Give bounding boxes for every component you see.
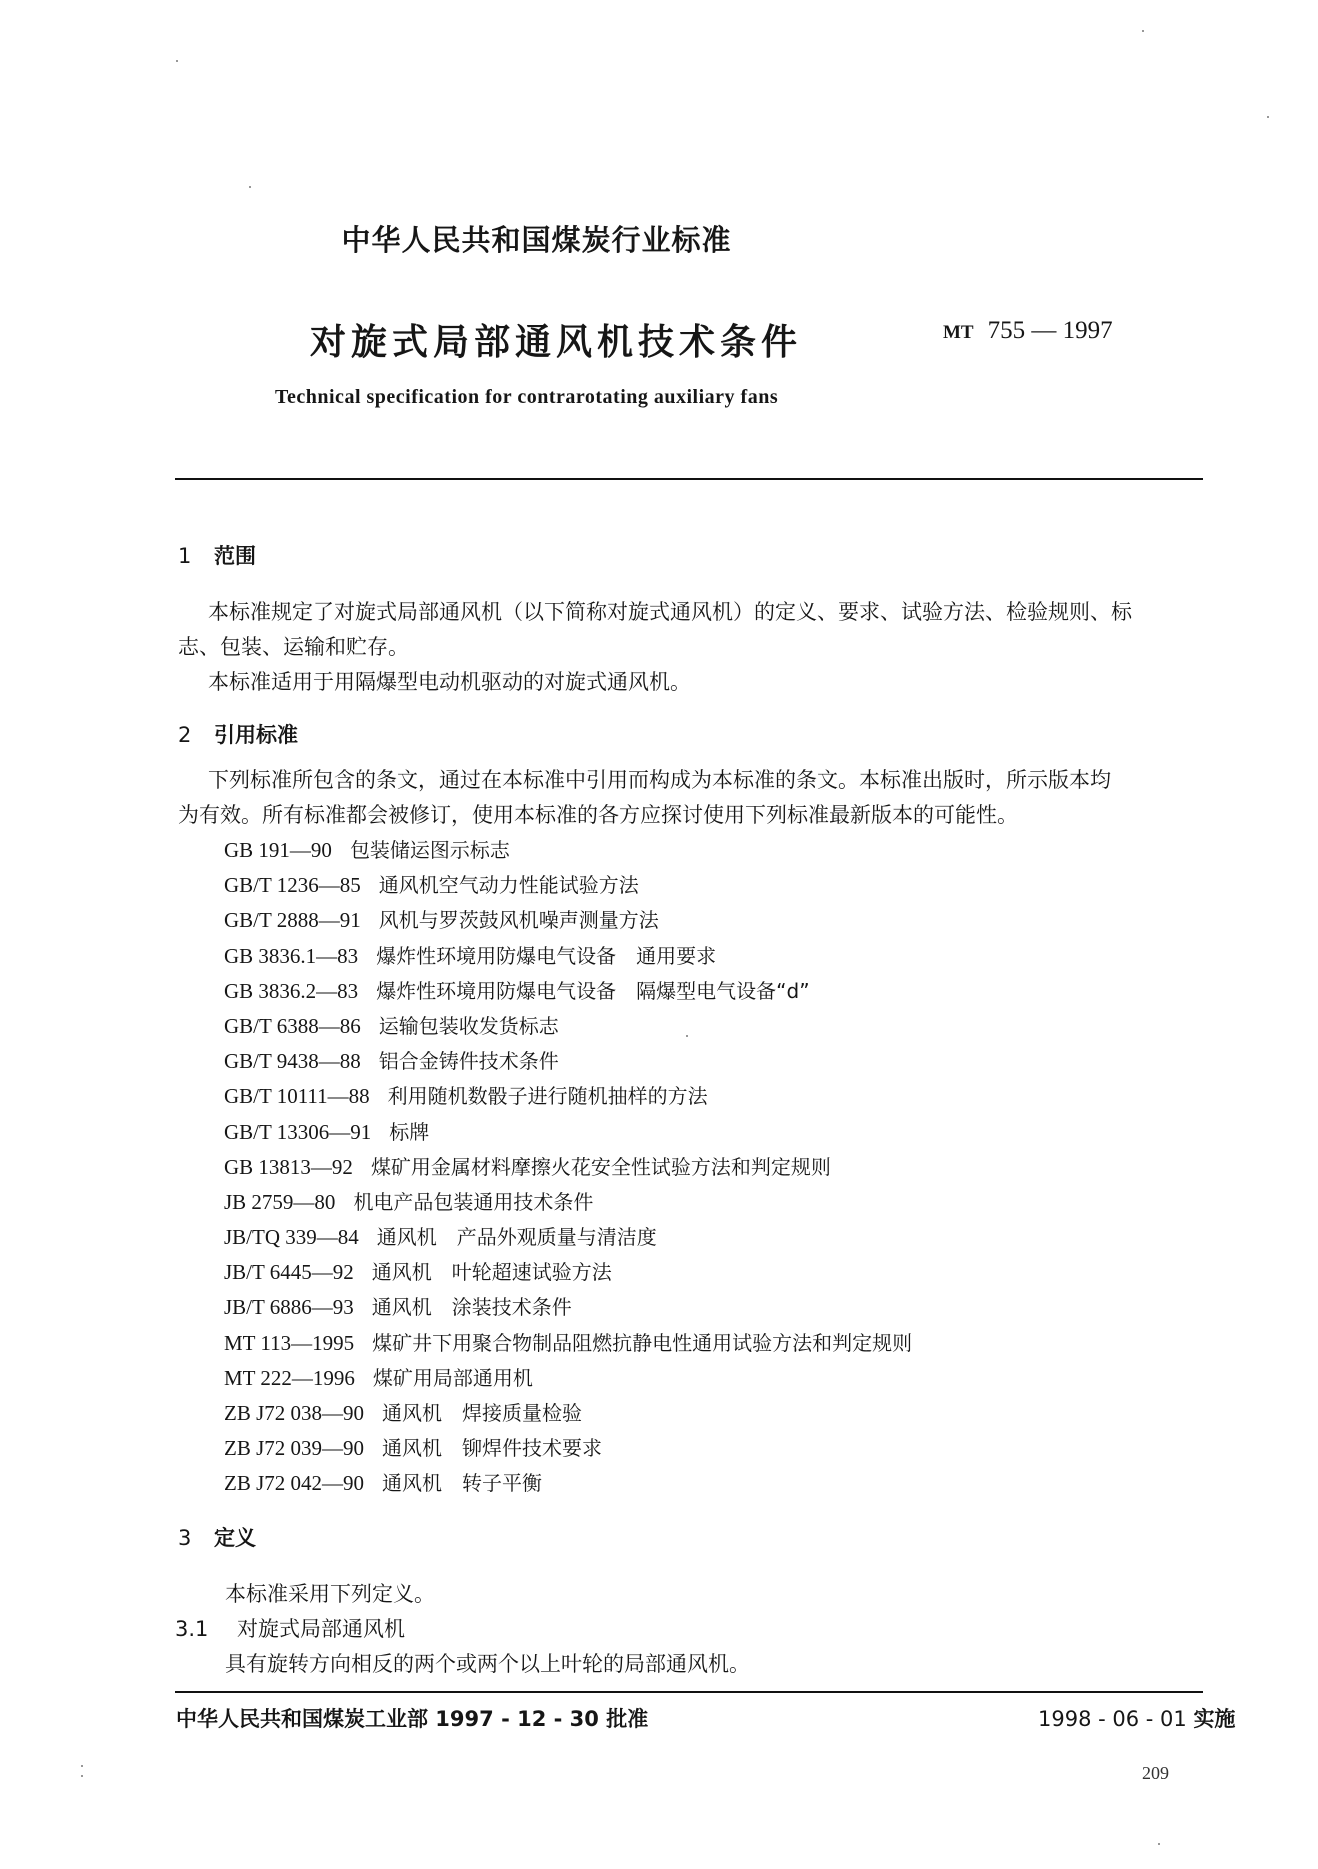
scan-speck bbox=[249, 186, 251, 188]
definition-3-1-title: 对旋式局部通风机 bbox=[237, 1617, 405, 1641]
scan-speck bbox=[1267, 116, 1269, 118]
reference-item bbox=[224, 1185, 912, 1220]
footer-divider bbox=[175, 1691, 1203, 1693]
scope-paragraph-line-2: 志、包装、运输和贮存。 bbox=[178, 635, 409, 659]
effective-line bbox=[1038, 1703, 1235, 1733]
definition-3-1-heading bbox=[175, 1613, 405, 1643]
definition-3-1-number: 3.1 bbox=[175, 1617, 209, 1641]
definition-3-1-text: 具有旋转方向相反的两个或两个以上叶轮的局部通风机。 bbox=[225, 1652, 750, 1676]
reference-item bbox=[224, 1150, 912, 1185]
section-3-number: 3 bbox=[178, 1526, 192, 1550]
definitions-intro: 本标准采用下列定义。 bbox=[225, 1582, 435, 1606]
scan-speck bbox=[1142, 30, 1144, 32]
scan-speck bbox=[686, 1035, 688, 1037]
reference-code: ZB J72 042—90 bbox=[224, 1471, 365, 1496]
standard-code: 755 — 1997 bbox=[987, 317, 1113, 344]
reference-list bbox=[224, 833, 912, 1502]
reference-code: GB/T 1236—85 bbox=[224, 873, 361, 898]
issuer-heading: 中华人民共和国煤炭行业标准 bbox=[341, 223, 732, 257]
reference-name: 煤矿用局部通用机 bbox=[372, 1365, 533, 1390]
scan-speck bbox=[81, 1775, 83, 1777]
reference-name: 风机与罗茨鼓风机噪声测量方法 bbox=[378, 908, 659, 933]
reference-name: 通风机 涂装技术条件 bbox=[371, 1295, 572, 1320]
english-subtitle: Technical specification for contrarotating auxiliary fans bbox=[275, 386, 779, 408]
section-2-heading bbox=[178, 719, 298, 749]
reference-item bbox=[224, 903, 912, 938]
reference-code: ZB J72 038—90 bbox=[224, 1401, 365, 1425]
reference-item bbox=[224, 1009, 912, 1044]
reference-name: 机电产品包装通用技术条件 bbox=[353, 1189, 594, 1214]
section-3-heading bbox=[178, 1522, 256, 1552]
reference-item bbox=[224, 1431, 912, 1466]
reference-code: MT 113—1995 bbox=[224, 1330, 355, 1355]
reference-item bbox=[224, 1326, 912, 1361]
reference-name: 包装储运图示标志 bbox=[349, 838, 510, 862]
reference-item bbox=[224, 1220, 912, 1255]
reference-name: 通风机 叶轮超速试验方法 bbox=[371, 1260, 612, 1285]
section-3-title: 定义 bbox=[214, 1526, 256, 1550]
reference-name: 铝合金铸件技术条件 bbox=[378, 1049, 559, 1074]
reference-code: GB 3836.1—83 bbox=[224, 943, 359, 968]
reference-name: 通风机 焊接质量检验 bbox=[382, 1401, 583, 1425]
reference-code: JB/TQ 339—84 bbox=[224, 1225, 359, 1250]
reference-code: GB 191—90 bbox=[224, 838, 332, 862]
reference-code: GB 3836.2—83 bbox=[224, 978, 359, 1003]
reference-item bbox=[224, 1396, 912, 1431]
approval-line: 中华人民共和国煤炭工业部 1997 - 12 - 30 批准 bbox=[176, 1707, 649, 1731]
header-divider bbox=[175, 478, 1203, 480]
reference-code: GB/T 13306—91 bbox=[224, 1119, 372, 1144]
reference-name: 通风机 转子平衡 bbox=[382, 1471, 543, 1496]
reference-name: 通风机 产品外观质量与清洁度 bbox=[376, 1225, 657, 1250]
reference-code: GB/T 2888—91 bbox=[224, 908, 361, 933]
reference-code: GB/T 10111—88 bbox=[224, 1084, 370, 1109]
document-title: 对旋式局部通风机技术条件 bbox=[310, 322, 803, 363]
reference-item bbox=[224, 1466, 912, 1501]
reference-name: 通风机空气动力性能试验方法 bbox=[378, 873, 639, 898]
reference-item bbox=[224, 1044, 912, 1079]
section-2-number: 2 bbox=[178, 723, 192, 747]
reference-name: 通风机 铆焊件技术要求 bbox=[382, 1436, 603, 1461]
section-2-title: 引用标准 bbox=[214, 723, 298, 747]
reference-name: 煤矿井下用聚合物制品阻燃抗静电性通用试验方法和判定规则 bbox=[372, 1330, 913, 1355]
scan-speck bbox=[176, 60, 178, 62]
section-1-number: 1 bbox=[178, 544, 192, 568]
scope-paragraph-2: 本标准适用于用隔爆型电动机驱动的对旋式通风机。 bbox=[208, 670, 691, 694]
reference-item bbox=[224, 939, 912, 974]
scope-paragraph-line-1: 本标准规定了对旋式局部通风机（以下简称对旋式通风机）的定义、要求、试验方法、检验规则、标 bbox=[208, 600, 1132, 624]
reference-item bbox=[224, 1079, 912, 1114]
page-number: 209 bbox=[1142, 1763, 1169, 1783]
reference-item bbox=[224, 1361, 912, 1396]
reference-name: 运输包装收发货标志 bbox=[378, 1013, 559, 1038]
reference-name: 爆炸性环境用防爆电气设备 通用要求 bbox=[376, 943, 717, 968]
scan-speck bbox=[81, 1765, 83, 1767]
effective-label: 实施 bbox=[1193, 1707, 1236, 1731]
reference-item bbox=[224, 868, 912, 903]
section-1-heading bbox=[178, 540, 256, 570]
reference-item bbox=[224, 1255, 912, 1290]
reference-name: 爆炸性环境用防爆电气设备 隔爆型电气设备“d” bbox=[376, 978, 810, 1003]
reference-code: JB/T 6886—93 bbox=[224, 1295, 354, 1320]
reference-code: GB/T 9438—88 bbox=[224, 1049, 361, 1074]
references-intro-line-1: 下列标准所包含的条文，通过在本标准中引用而构成为本标准的条文。本标准出版时，所示版本均 bbox=[208, 768, 1111, 792]
reference-item bbox=[224, 974, 912, 1009]
reference-name: 利用随机数骰子进行随机抽样的方法 bbox=[387, 1084, 708, 1109]
standard-prefix: MT bbox=[943, 322, 974, 343]
reference-code: GB 13813—92 bbox=[224, 1154, 353, 1179]
standard-number bbox=[943, 317, 1113, 345]
section-1-title: 范围 bbox=[214, 544, 256, 568]
reference-item bbox=[224, 1290, 912, 1325]
reference-code: ZB J72 039—90 bbox=[224, 1436, 365, 1461]
reference-code: JB/T 6445—92 bbox=[224, 1260, 354, 1285]
references-intro-line-2: 为有效。所有标准都会被修订，使用本标准的各方应探讨使用下列标准最新版本的可能性。 bbox=[178, 803, 1018, 827]
reference-name: 标牌 bbox=[389, 1119, 430, 1144]
reference-code: MT 222—1996 bbox=[224, 1365, 355, 1390]
reference-name: 煤矿用金属材料摩擦火花安全性试验方法和判定规则 bbox=[370, 1154, 831, 1179]
reference-code: JB 2759—80 bbox=[224, 1189, 336, 1214]
reference-item bbox=[224, 833, 912, 868]
reference-code: GB/T 6388—86 bbox=[224, 1013, 361, 1038]
scan-speck bbox=[1158, 1843, 1160, 1845]
reference-item bbox=[224, 1115, 912, 1150]
effective-date: 1998 - 06 - 01 bbox=[1038, 1707, 1187, 1731]
